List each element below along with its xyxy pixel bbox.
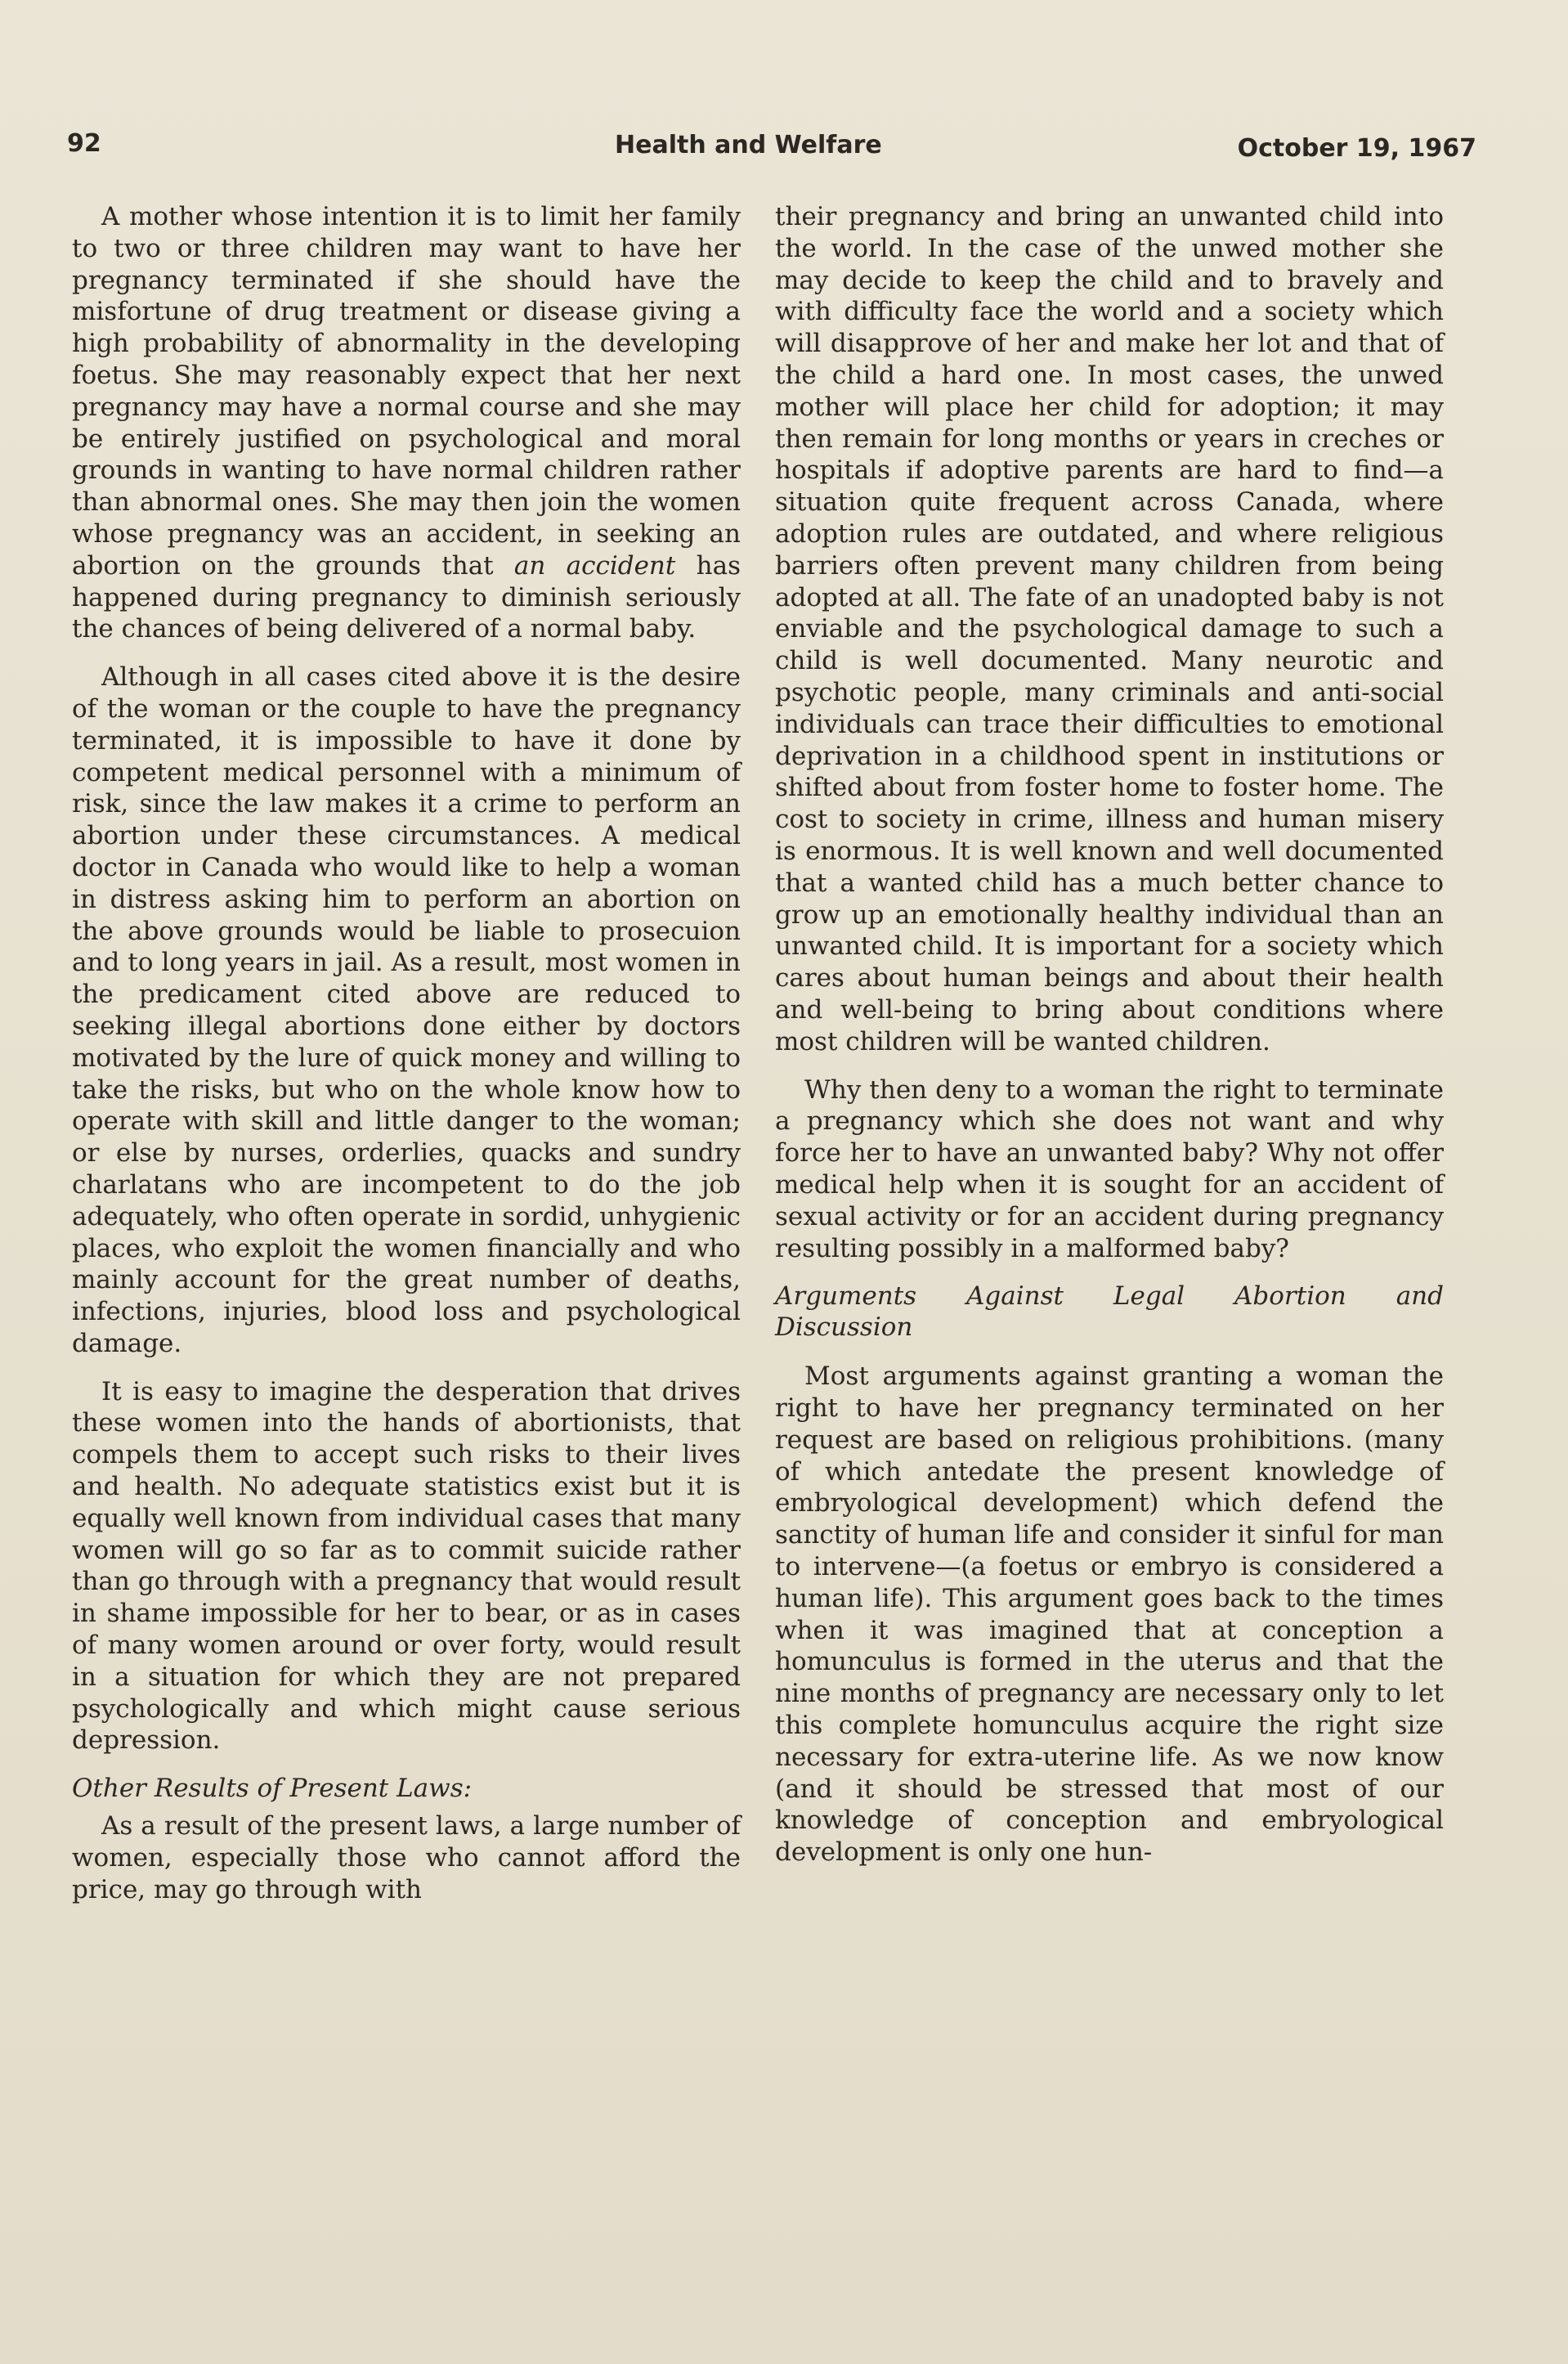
right-column	[775, 201, 1444, 1885]
left-column	[72, 201, 741, 1922]
paragraph: Most arguments against granting a woman the right to have her pregnancy terminated on her request are based on religious prohibitions. (many of which antedate the present knowledge of embryological development) which defend the sanctity of human life and consider it sinful for man to intervene—(a foetus or embryo is considered a human life). This argument goes back to the times when it was imagined that at conception a homunculus is formed in the uterus and that the nine months of pregnancy are necessary only to let this complete homunculus acquire the right size necessary for extra-uterine life. As we now know (and it should be stressed that most of our knowledge of conception and embryological development is only one hun-	[775, 1361, 1444, 1868]
paragraph-text: A mother whose intention it is to limit her family to two or three children may want to have her pregnancy terminated if she should have the misfortune of drug treatment or disease giving a high probability of abnormality in the developing foetus. She may reasonably expect that her next pregnancy may have a normal course and she may be entirely justified on psychological and moral grounds in wanting to have normal children rather than abnormal ones. She may then join the women whose pregnancy was an accident, in seeking an abortion on the grounds that	[72, 202, 741, 581]
section-heading: Arguments Against Legal Abortion and	[775, 1281, 1444, 1312]
emphasis-text: an accident	[513, 550, 676, 581]
paragraph: As a result of the present laws, a large number of women, especially those who cannot afford the price, may go through with	[72, 1811, 741, 1904]
section-heading-continued: Discussion	[775, 1312, 913, 1343]
paragraph: It is easy to imagine the desperation that drives these women into the hands of abortionists, that compels them to accept such risks to their lives and health. No adequate statistics exist but it is equally well known from individual cases that many women will go so far as to commit suicide rather than go through with a pregnancy that would result in shame impossible for her to bear, or as in cases of many women around or over forty, would result in a situation for which they are not prepared psychologically and which might cause serious depression.	[72, 1376, 741, 1756]
paragraph: Why then deny to a woman the right to terminate a pregnancy which she does not want and why force her to have an unwanted baby? Why not offer medical help when it is sought for an accident of sexual activity or for an accident during pregnancy resulting possibly in a malformed baby?	[775, 1074, 1444, 1263]
page-number: 92	[67, 129, 101, 158]
paragraph-text: has happened during pregnancy to diminish seriously the chances of being delivered of a normal baby.	[72, 550, 741, 644]
paragraph: their pregnancy and bring an unwanted child into the world. In the case of the unwed mother she may decide to keep the child and to bravely and with difficulty face the world and a society which will disapprove of her and make her lot and that of the child a hard one. In most cases, the unwed mother will place her child for adoption; it may then remain for long months or years in creches or hospitals if adoptive parents are hard to find—a situation quite frequent across Canada, where adoption rules are outdated, and where religious barriers often prevent many children from being adopted at all. The fate of an unadopted baby is not enviable and the psychological damage to such a child is well documented. Many neurotic and psychotic people, many criminals and anti-social individuals can trace their difficulties to emotional deprivation in a childhood spent in institutions or shifted about from foster home to foster home. The cost to society in crime, illness and human misery is enormous. It is well known and well documented that a wanted child has a much better chance to grow up an emotionally healthy individual than an unwanted child. It is important for a society which cares about human beings and about their health and well-being to bring about conditions where most children will be wanted children.	[775, 202, 1444, 1056]
publication-title: Health and Welfare	[615, 131, 882, 159]
running-head	[67, 129, 1476, 170]
paragraph: Although in all cases cited above it is the desire of the woman or the couple to have the pregnancy terminated, it is impossible to have it done by competent medical personnel with a minimum of risk, since the law makes it a crime to perform an abortion under these circumstances. A medical doctor in Canada who would like to help a woman in distress asking him to perform an abortion on the above grounds would be liable to prosecuion and to long years in jail. As a result, most women in the predicament cited above are reduced to seeking illegal abortions done either by doctors motivated by the lure of quick money and willing to take the risks, but who on the whole know how to operate with skill and little danger to the woman; or else by nurses, orderlies, quacks and sundry charlatans who are incompetent to do the job adequately, who often operate in sordid, unhygienic places, who exploit the women financially and who mainly account for the great number of deaths, infections, injuries, blood loss and psychological damage.	[72, 662, 741, 1358]
paragraph	[72, 201, 741, 645]
section-heading: Other Results of Present Laws:	[72, 1774, 473, 1804]
issue-date: October 19, 1967	[1237, 134, 1476, 163]
